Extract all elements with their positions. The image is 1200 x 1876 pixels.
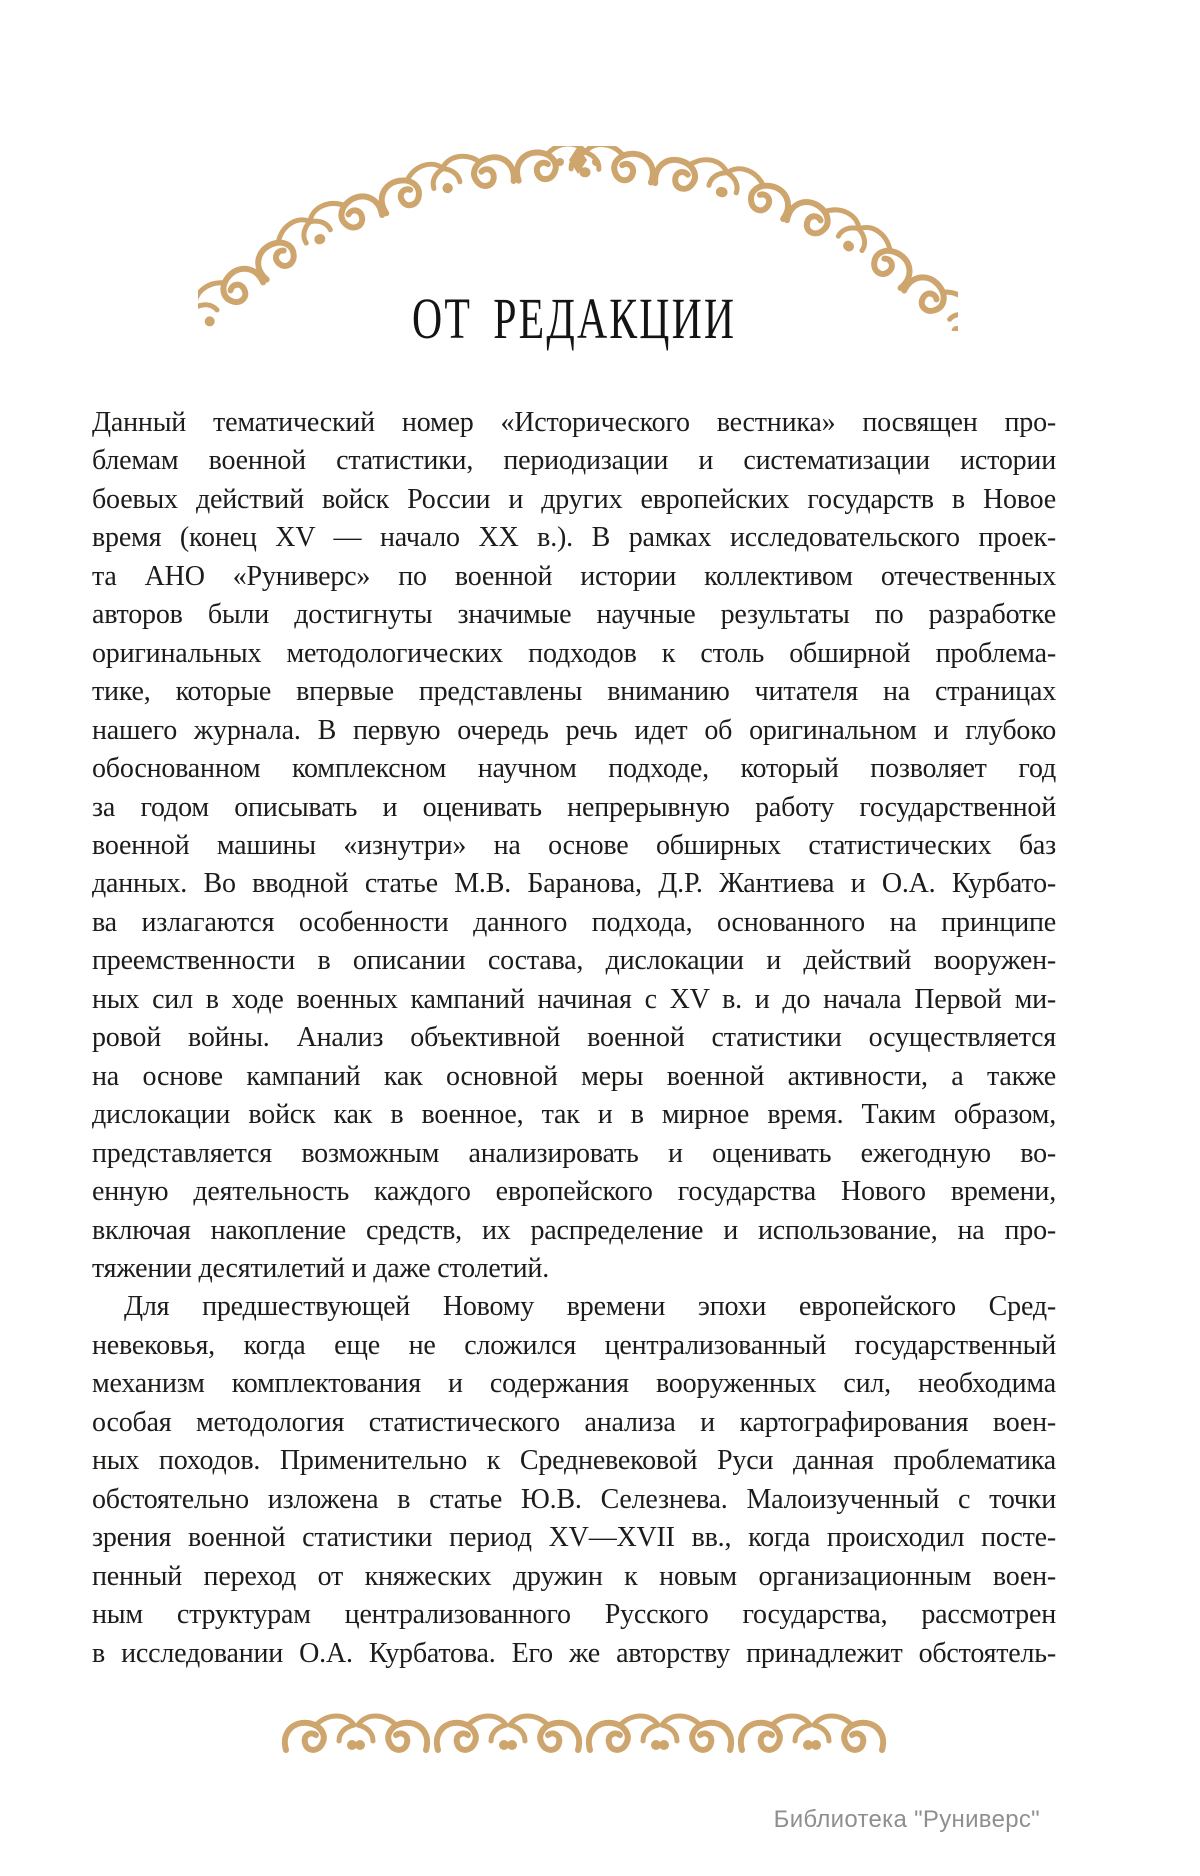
page-title-text: ОТ РЕДАКЦИИ <box>411 286 737 351</box>
text-line: представляется возможным анализировать и оценивать ежегодную во- <box>92 1137 1056 1169</box>
text-line: включая накопление средств, их распределение и использование, на про- <box>92 1214 1056 1246</box>
text-line: ным структурам централизованного Русского государства, рассмотрен <box>92 1599 1056 1631</box>
text-line: данных. Во вводной статье М.В. Баранова, Д.Р. Жантиева и О.А. Курбато- <box>92 868 1056 900</box>
text-line: в исследовании О.А. Курбатова. Его же авторству принадлежит обстоятель- <box>92 1637 1056 1669</box>
text-line: ных походов. Применительно к Средневековой Руси данная проблематика <box>92 1445 1056 1477</box>
text-line: енную деятельность каждого европейского государства Нового времени, <box>92 1176 1056 1208</box>
paragraph <box>92 1288 1056 1673</box>
text-line: зрения военной статистики период XV—XVII вв., когда происходил посте- <box>92 1522 1056 1554</box>
text-line: время (конец XV — начало XX в.). В рамках исследовательского проек- <box>92 522 1056 554</box>
page-title <box>92 286 1056 354</box>
text-line: нашего журнала. В первую очередь речь идет об оригинальном и глубоко <box>92 714 1056 746</box>
text-line: боевых действий войск России и других европейских государств в Новое <box>92 483 1056 515</box>
text-line: Для предшествующей Новому времени эпохи европейского Сред- <box>124 1291 1056 1323</box>
text-line: пенный переход от княжеских дружин к новым организационным воен- <box>92 1560 1056 1592</box>
text-line: военной машины «изнутри» на основе обширных статистических баз <box>92 829 1056 861</box>
library-watermark: Библиотека "Руниверс" <box>773 1806 1040 1833</box>
text-line: дислокации войск как в военное, так и в мирное время. Таким образом, <box>92 1099 1056 1131</box>
text-line: ровой войны. Анализ объективной военной статистики осуществляется <box>92 1022 1056 1054</box>
text-line: на основе кампаний как основной меры военной активности, а также <box>92 1060 1056 1092</box>
scroll-band-ornament <box>278 1706 888 1768</box>
text-line: тике, которые впервые представлены вниманию читателя на страницах <box>92 676 1056 708</box>
text-line: Данный тематический номер «Исторического вестника» посвящен про- <box>92 407 1056 438</box>
text-line: преемственности в описании состава, дислокации и действий вооружен- <box>92 945 1056 977</box>
body-text <box>92 404 1056 1673</box>
text-line: особая методология статистического анализа и картографирования воен- <box>92 1406 1056 1438</box>
text-line: блемам военной статистики, периодизации и систематизации истории <box>92 445 1056 477</box>
text-line: невековья, когда еще не сложился централизованный государственный <box>92 1329 1056 1361</box>
text-line: авторов были достигнуты значимые научные результаты по разработке <box>92 599 1056 631</box>
text-line: обстоятельно изложена в статье Ю.В. Селезнева. Малоизученный с точки <box>92 1483 1056 1515</box>
text-line: ных сил в ходе военных кампаний начиная с XV в. и до начала Первой ми- <box>92 983 1056 1015</box>
text-line: за годом описывать и оценивать непрерывную работу государственной <box>92 791 1056 823</box>
text-line: обоснованном комплексном научном подходе, который позволяет год <box>92 753 1056 785</box>
text-line: оригинальных методологических подходов к столь обширной проблема- <box>92 637 1056 669</box>
text-line: тяжении десятилетий и даже столетий. <box>92 1252 550 1284</box>
text-line: та АНО «Руниверс» по военной истории коллективом отечественных <box>92 560 1056 592</box>
text-line: механизм комплектования и содержания вооруженных сил, необходима <box>92 1368 1056 1400</box>
paragraph <box>92 404 1056 1288</box>
text-line: ва излагаются особенности данного подхода, основанного на принципе <box>92 906 1056 938</box>
